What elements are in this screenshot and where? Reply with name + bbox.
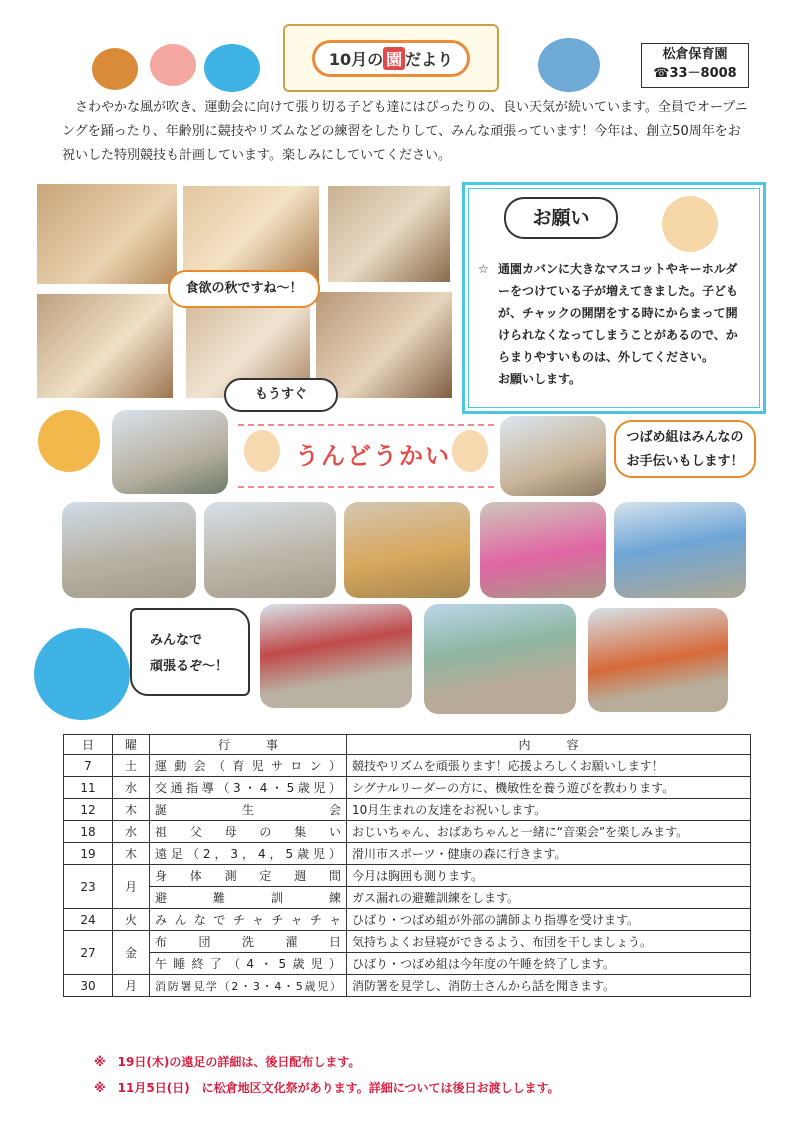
table-header-row xyxy=(64,735,751,755)
header-day: 日 xyxy=(64,735,113,755)
title-prefix: 10月の xyxy=(328,49,384,69)
row-detail: 滑川市スポーツ・健康の森に行きます。 xyxy=(347,843,751,865)
row-detail: 競技やリズムを頑張ります！応援よろしくお願いします！ xyxy=(347,755,751,777)
row-detail: 10月生まれの友達をお祝いします。 xyxy=(347,799,751,821)
dog-mascot xyxy=(38,410,100,472)
request-title: お願い xyxy=(504,197,618,239)
row-day: 27 xyxy=(64,931,113,975)
dance-photo-1 xyxy=(260,604,412,708)
row-weekday: 水 xyxy=(113,777,150,799)
race-photo-3 xyxy=(344,502,470,598)
header-detail: 内 容 xyxy=(347,735,751,755)
request-body: 通園カバンに大きなマスコットやキーホルダーをつけている子が増えてきました。子どもが、チャックの開閉をする時にからまって開けられなくなってしまうことがあるので、からまりやすいものは、外してください。 xyxy=(498,262,739,364)
row-detail: ひばり・つばめ組は今年度の午睡を終了します。 xyxy=(347,953,751,975)
row-weekday: 月 xyxy=(113,865,150,909)
school-phone: ☎33－8008 xyxy=(653,66,737,81)
table-row xyxy=(64,777,751,799)
row-detail: ひばり・つばめ組が外部の講師より指導を受けます。 xyxy=(347,909,751,931)
soon-bubble: もうすぐ xyxy=(224,378,338,412)
boy-mascot-right xyxy=(452,430,488,472)
row-weekday: 土 xyxy=(113,755,150,777)
school-info xyxy=(641,43,749,88)
dance-photo-2 xyxy=(424,604,576,714)
appetite-bubble: 食欲の秋ですね～！ xyxy=(168,270,320,308)
row-event: 布団洗濯日 xyxy=(150,931,347,953)
row-weekday: 木 xyxy=(113,799,150,821)
row-day: 19 xyxy=(64,843,113,865)
flag-elephant-mascot xyxy=(34,628,130,720)
table-row xyxy=(64,887,751,909)
row-weekday: 金 xyxy=(113,931,150,975)
table-row xyxy=(64,909,751,931)
megaphone-mascot xyxy=(538,38,600,92)
note-2: ※ 11月5日(日) に松倉地区文化祭があります。詳細については後日お渡しします。 xyxy=(94,1081,560,1095)
row-event: みんなでチャチャチャ xyxy=(150,909,347,931)
newsletter-title xyxy=(283,24,499,92)
row-detail: シグナルリーダーの方に、機敏性を養う遊びを教わります。 xyxy=(347,777,751,799)
row-event: 身体測定週間 xyxy=(150,865,347,887)
boy-mascot-left xyxy=(244,430,280,472)
row-detail: おじいちゃん、おばあちゃんと一緒に“音楽会”を楽しみます。 xyxy=(347,821,751,843)
row-detail: 今月は胸囲も測ります。 xyxy=(347,865,751,887)
row-detail: 気持ちよくお昼寝ができるよう、布団を干しましょう。 xyxy=(347,931,751,953)
row-event: 誕生会 xyxy=(150,799,347,821)
meal-photo-4 xyxy=(37,294,173,398)
row-weekday: 木 xyxy=(113,843,150,865)
table-row xyxy=(64,975,751,997)
row-event: 遠足（2，3，4，5歳児） xyxy=(150,843,347,865)
meal-photo-6 xyxy=(316,292,452,398)
row-event: 祖父母の集い xyxy=(150,821,347,843)
tsubame-line-1: つばめ組はみんなの xyxy=(626,430,744,445)
row-weekday: 水 xyxy=(113,821,150,843)
race-photo-5 xyxy=(614,502,746,598)
row-detail: ガス漏れの避難訓練をします。 xyxy=(347,887,751,909)
meal-photo-1 xyxy=(37,184,177,284)
star-icon: ☆ xyxy=(478,262,489,276)
dance-photo-3 xyxy=(588,608,728,712)
request-closing: お願いします。 xyxy=(498,372,582,386)
row-event: 運動会（育児サロン） xyxy=(150,755,347,777)
row-day: 7 xyxy=(64,755,113,777)
flag-text xyxy=(150,628,228,680)
sports-photo-2 xyxy=(500,416,606,496)
title-suffix: だより xyxy=(405,49,454,69)
row-event: 消防署見学（2・3・4・5歳児） xyxy=(150,975,347,997)
table-row xyxy=(64,953,751,975)
row-weekday: 火 xyxy=(113,909,150,931)
schedule-table xyxy=(63,734,751,997)
intro-paragraph: さわやかな風が吹き、運動会に向けて張り切る子ども達にはぴったりの、良い天気が続いています。全員でオープニングを踊ったり、年齢別に競技やリズムなどの練習をしたりして、みんな頑張っています！今年は、創立50周年をお祝いした特別競技も計画しています。楽しみにしていてください。 xyxy=(62,100,748,163)
header-event: 行 事 xyxy=(150,735,347,755)
tsubame-line-2: お手伝いもします！ xyxy=(626,454,744,469)
title-kanji: 園 xyxy=(383,47,405,70)
row-day: 24 xyxy=(64,909,113,931)
table-row xyxy=(64,865,751,887)
row-detail: 消防署を見学し、消防士さんから話を聞きます。 xyxy=(347,975,751,997)
table-row xyxy=(64,755,751,777)
row-day: 12 xyxy=(64,799,113,821)
row-weekday: 月 xyxy=(113,975,150,997)
row-event: 避難訓練 xyxy=(150,887,347,909)
meal-photo-2 xyxy=(183,186,319,282)
request-text xyxy=(478,258,744,390)
sports-photo-1 xyxy=(112,410,228,494)
undoukai-title: うんどうかい xyxy=(295,442,451,470)
race-photo-1 xyxy=(62,502,196,598)
row-day: 30 xyxy=(64,975,113,997)
table-row xyxy=(64,799,751,821)
row-event: 交通指導（3・4・5歳児） xyxy=(150,777,347,799)
table-row xyxy=(64,843,751,865)
bear-mascot xyxy=(92,48,138,90)
flag-line-1: みんなで xyxy=(150,633,203,648)
row-day: 23 xyxy=(64,865,113,909)
note-1: ※ 19日(木)の遠足の詳細は、後日配布します。 xyxy=(94,1055,361,1069)
notes xyxy=(94,1049,560,1101)
flag-line-2: 頑張るぞ～！ xyxy=(150,659,229,674)
meal-photo-3 xyxy=(328,186,450,282)
school-name: 松倉保育園 xyxy=(662,47,728,62)
table-row xyxy=(64,931,751,953)
pig-mascot xyxy=(150,44,196,86)
race-photo-2 xyxy=(204,502,336,598)
row-event: 午睡終了（4・5歳児） xyxy=(150,953,347,975)
row-day: 18 xyxy=(64,821,113,843)
title-frame xyxy=(312,40,470,77)
race-photo-4 xyxy=(480,502,606,598)
header-weekday: 曜 xyxy=(113,735,150,755)
elephant-mascot xyxy=(204,44,260,92)
table-row xyxy=(64,821,751,843)
row-day: 11 xyxy=(64,777,113,799)
tsubame-bubble xyxy=(614,420,756,478)
girl-mascot xyxy=(662,196,718,252)
